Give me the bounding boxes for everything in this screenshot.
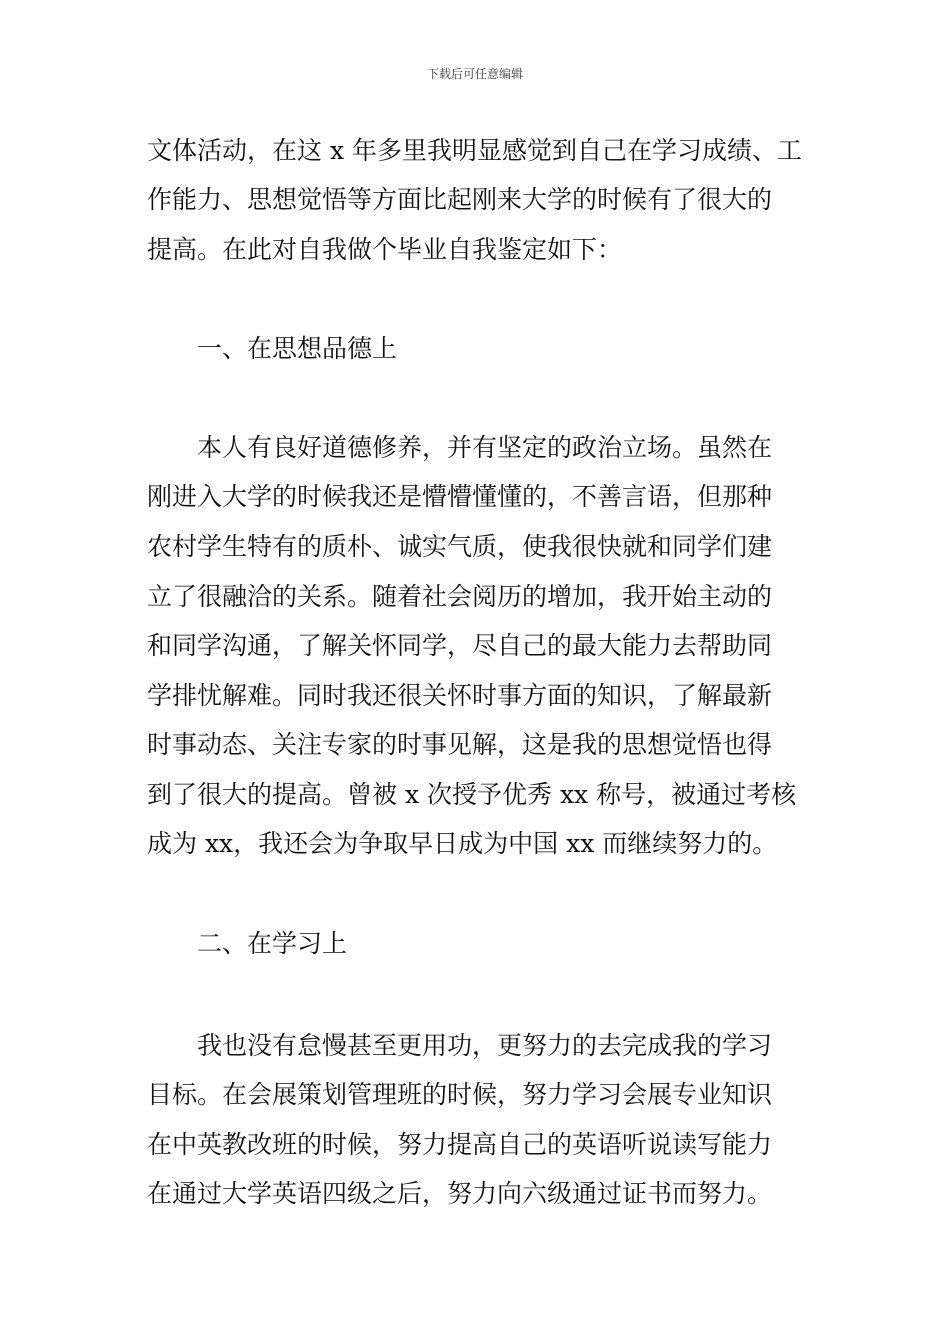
- paragraph-line: 本人有良好道德修养，并有坚定的政治立场。虽然在: [197, 433, 773, 462]
- paragraph-line: 到了很大的提高。曾被 x 次授予优秀 xx 称号，被通过考核: [147, 780, 797, 809]
- paragraph-line: 在中英教改班的时候，努力提高自己的英语听说读写能力: [147, 1130, 773, 1159]
- paragraph-line: 农村学生特有的质朴、诚实气质，使我很快就和同学们建: [147, 532, 773, 561]
- paragraph-line: 目标。在会展策划管理班的时候，努力学习会展专业知识: [147, 1080, 773, 1109]
- paragraph-line: 我也没有怠慢甚至更用功，更努力的去完成我的学习: [197, 1031, 773, 1060]
- paragraph-line: 时事动态、关注专家的时事见解，这是我的思想觉悟也得: [147, 730, 773, 759]
- paragraph-line: 文体活动，在这 x 年多里我明显感觉到自己在学习成绩、工: [147, 136, 802, 165]
- section-heading: 二、在学习上: [197, 929, 348, 958]
- paragraph-line: 作能力、思想觉悟等方面比起刚来大学的时候有了很大的: [147, 185, 773, 214]
- paragraph-line: 提高。在此对自我做个毕业自我鉴定如下：: [147, 235, 623, 264]
- page-header: 下载后可任意编辑: [426, 67, 523, 81]
- paragraph-line: 学排忧解难。同时我还很关怀时事方面的知识，了解最新: [147, 681, 773, 710]
- paragraph-line: 和同学沟通，了解关怀同学，尽自己的最大能力去帮助同: [147, 631, 773, 660]
- paragraph-line: 在通过大学英语四级之后，努力向六级通过证书而努力。: [147, 1179, 773, 1208]
- paragraph-line: 立了很融洽的关系。随着社会阅历的增加，我开始主动的: [147, 582, 773, 611]
- paragraph-line: 成为 xx，我还会为争取早日成为中国 xx 而继续努力的。: [147, 829, 778, 858]
- section-heading: 一、在思想品德上: [197, 334, 398, 363]
- paragraph-line: 刚进入大学的时候我还是懵懵懂懂的，不善言语，但那种: [147, 482, 773, 511]
